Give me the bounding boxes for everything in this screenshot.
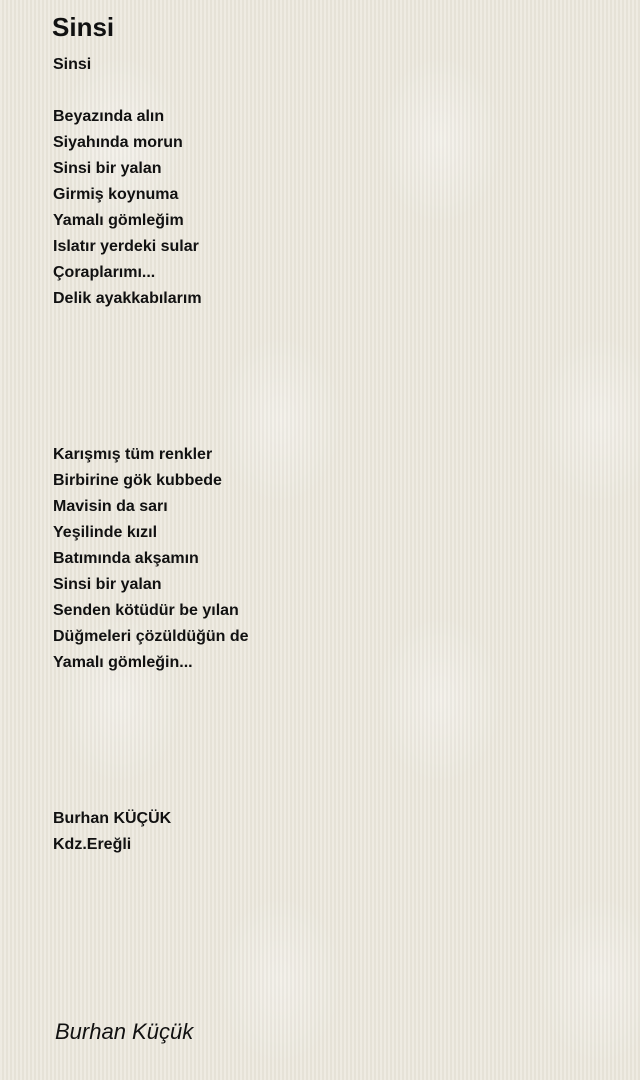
poem-line: Girmiş koynuma	[53, 186, 179, 203]
poem-line: Beyazında alın	[53, 108, 165, 125]
poem-location-line: Kdz.Ereğli	[53, 836, 132, 853]
poem-line: Karışmış tüm renkler	[53, 446, 213, 463]
poem-line	[53, 676, 249, 702]
poem-line	[53, 728, 249, 754]
poem-line: Islatır yerdeki sular	[53, 238, 199, 255]
poem-body	[53, 52, 249, 858]
poem-line: Düğmeleri çözüldüğün de	[53, 628, 249, 645]
poem-line	[53, 416, 249, 442]
poem-line: Sinsi bir yalan	[53, 160, 162, 177]
author-signature: Burhan Küçük	[55, 1019, 194, 1044]
poem-line	[53, 364, 249, 390]
poem-line: Mavisin da sarı	[53, 498, 168, 515]
poem-line: Batımında akşamın	[53, 550, 199, 567]
poem-author-line: Burhan KÜÇÜK	[53, 810, 172, 827]
poem-line: Yamalı gömleğim	[53, 212, 184, 229]
poem-line: Siyahında morun	[53, 134, 183, 151]
poem-line: Senden kötüdür be yılan	[53, 602, 239, 619]
poem-line: Sinsi bir yalan	[53, 576, 162, 593]
poem-line: Delik ayakkabılarım	[53, 290, 202, 307]
poem-line	[53, 78, 249, 104]
poem-line: Çoraplarımı...	[53, 264, 156, 281]
poem-line: Sinsi	[53, 56, 92, 73]
poem-line: Birbirine gök kubbede	[53, 472, 222, 489]
poem-line	[53, 390, 249, 416]
poem-line	[53, 702, 249, 728]
poem-line	[53, 780, 249, 806]
poem-title: Sinsi	[52, 12, 115, 42]
poem-line	[53, 754, 249, 780]
poem-line: Yeşilinde kızıl	[53, 524, 158, 541]
poem-line	[53, 338, 249, 364]
poem-line	[53, 312, 249, 338]
poem-line: Yamalı gömleğin...	[53, 654, 193, 671]
